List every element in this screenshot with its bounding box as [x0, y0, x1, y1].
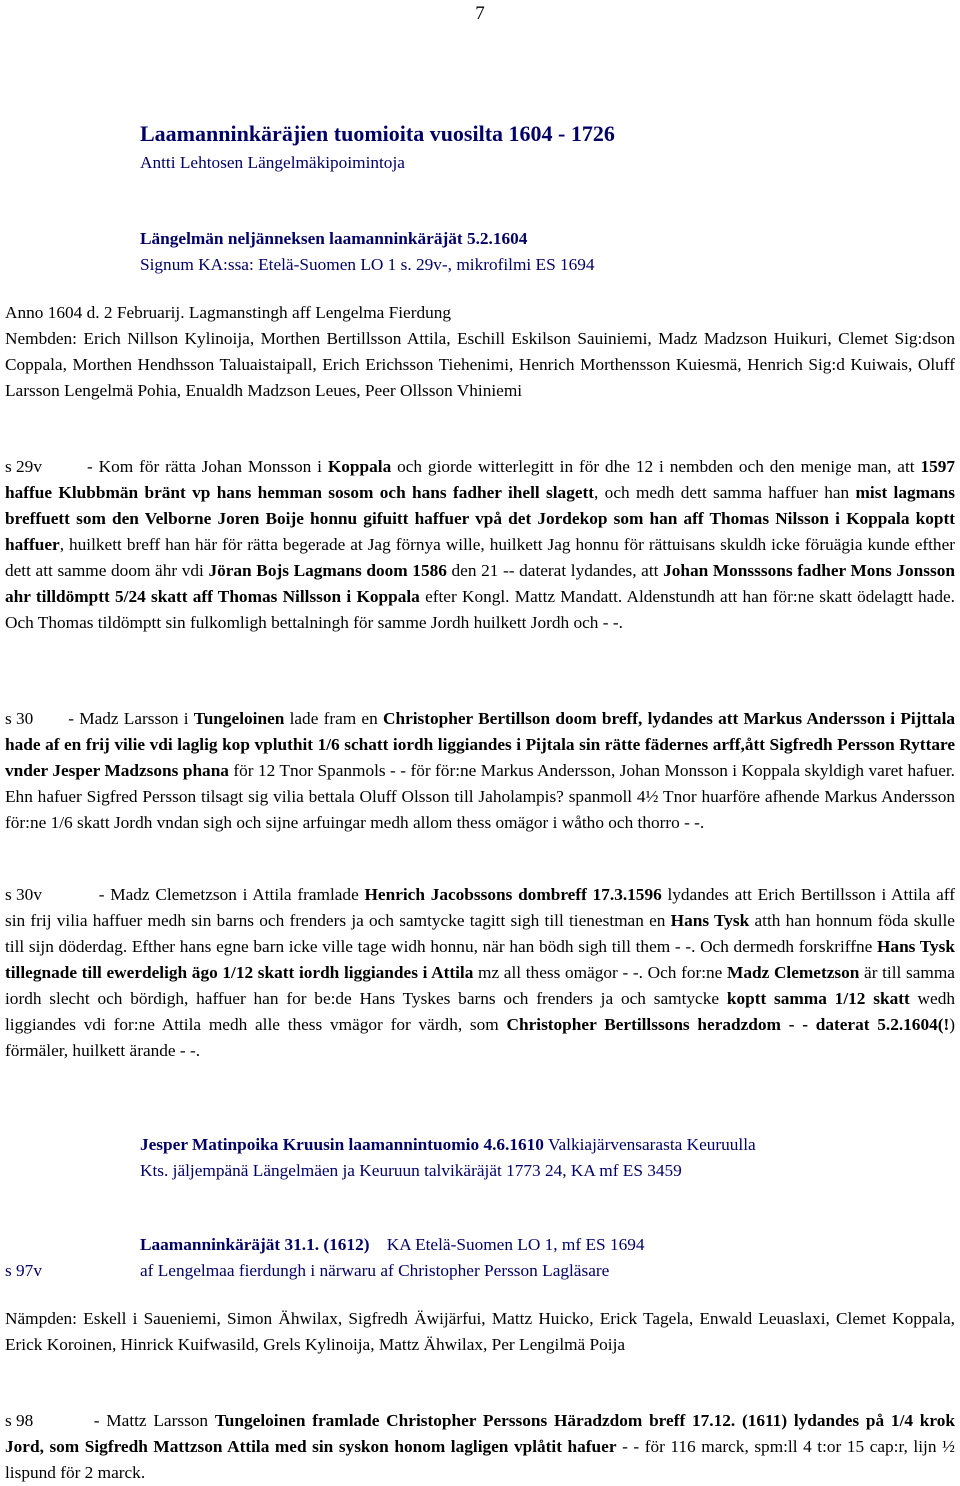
page-ref-label: s 30v [5, 885, 42, 904]
bold-run: 1597 haffue Klubbmän bränt vp hans hemman sosom och hans fadher ihell slagett [5, 457, 955, 502]
page-ref-label: s 97v [5, 1261, 42, 1280]
text-run: den 21 -- daterat lydandes, att [446, 561, 664, 580]
section-1612-line [5, 1258, 955, 1284]
text-run: lydandes att Erich Bertillsson i Attila aff sin frij vilia haffuer medh sin barns och frenders ja och samtycke tagitt sigh till tienestman en [5, 885, 955, 930]
bold-run: Jöran Bojs Lagmans doom 1586 [208, 561, 447, 580]
bold-run: Christopher Bertillssons heradzdom - - daterat 5.2.1604(! [506, 1015, 950, 1034]
section-heading-1604: Längelmän neljänneksen laamanninkäräjät 5.2.1604 [140, 229, 528, 248]
bold-run: mist lagmans breffuett som den Velborne Joren Boije honnu gifuitt haffuer vpå det Jordekop som han aff Thomas Nilsson i Koppala koptt haffuer [5, 483, 955, 554]
text-run: ) förmäler, huilkett ärande - -. [5, 1015, 955, 1060]
text-run: atth han honnum föda skulle till sijn döderdag. Efther hans egne barn icke ville tage widh honnu, när han bödh sigh till them - -. Och dermedh forskriffne [5, 911, 955, 956]
paragraph-s30v [5, 882, 955, 1064]
text-run: af Lengelmaa fierdungh i närwaru af Christopher Persson Lagläsare [140, 1261, 610, 1280]
text-run: KA Etelä-Suomen LO 1, mf ES 1694 [369, 1235, 645, 1254]
paragraph-s30 [5, 706, 955, 836]
text-run: för 12 Tnor Spanmols - - för för:ne Markus Andersson, Johan Monsson i Koppala skyldigh varet hafuer. Ehn hafuer Sigfred Persson tilsagt sig vilia bettala Oluff Olsson till Jaholampis? spanmoll 4½ Tnor huarföre afhende Markus Andersson för:ne 1/6 skatt Jordh vndan sigh och sijne arfuingar medh allom thess omägor i wåtho och thorro - -. [5, 761, 955, 832]
text-run: är till samma iordh slecht och bördigh, haffuer han for be:de Hans Tyskes barns och frenders ja och samtycke [5, 963, 955, 1008]
section-heading-1612 [140, 1232, 645, 1258]
bold-run: Jesper Matinpoika Kruusin laamannintuomio 4.6.1610 [140, 1135, 544, 1154]
text-run: lade fram en [284, 709, 383, 728]
bold-run: Tungeloinen [193, 709, 285, 728]
bold-run: Henrich Jacobssons dombreff 17.3.1596 [364, 885, 662, 904]
document-subtitle: Antti Lehtosen Längelmäkipoimintoja [140, 153, 405, 172]
text-run: och giorde witterlegitt in för dhe 12 i nembden och den menige man, att [391, 457, 921, 476]
text-run: Valkiajärvensarasta Keuruulla [543, 1135, 756, 1154]
page-ref-label: s 98 [5, 1411, 34, 1430]
signum-line: Signum KA:ssa: Etelä-Suomen LO 1 s. 29v-, mikrofilmi ES 1694 [140, 255, 595, 274]
paragraph-s29v [5, 454, 955, 636]
text-run: wedh liggiandes vdi for:ne Attila medh alle thess vmägor for värdh, som [5, 989, 955, 1034]
text-run: - - för 116 marck, spm:ll 4 t:or 15 cap:r, lijn ½ lispund för 2 marck. [5, 1437, 955, 1482]
anno-line: Anno 1604 d. 2 Februarij. Lagmanstingh aff Lengelma Fierdung [5, 303, 452, 322]
text-run: - Madz Clemetzson i Attila framlade [93, 885, 365, 904]
text-run: - Kom för rätta Johan Monsson i [87, 457, 328, 476]
page-ref-label: s 30 [5, 709, 34, 728]
text-run: - Madz Larsson i [63, 709, 194, 728]
section-1610-reference: Kts. jäljempänä Längelmäen ja Keuruun talvikäräjät 1773 24, KA mf ES 3459 [140, 1161, 682, 1180]
text-run: efter Kongl. Mattz Mandatt. Aldenstundh att han för:ne skatt ödelagtt hade. Och Thomas tildömptt sin fulkomligh bettalningh för samme Jordh huilkett Jordh och - -. [5, 587, 955, 632]
text-run: , huilkett breff han här för rätta begerade at Jag förnya wille, huilkett Jag honnu för rättuisans skuldh icke föruägia kunde efther dett att samme doom ähr vdi [5, 535, 955, 580]
nembden-paragraph: Nembden: Erich Nillson Kylinoija, Morthen Bertillsson Attila, Eschill Eskilson Sauiniemi, Madz Madzson Huikuri, Clemet Sig:dson Coppala, Morthen Hendhsson Taluaistaipall, Erich Erichsson Tiehenimi, Henrich Morthensson Kuiesmä, Henrich Sig:d Kuiwais, Oluff Larsson Lengelmä Pohia, Enualdh Madzson Leues, Peer Ollsson Vhiniemi [5, 329, 955, 400]
nampden-paragraph: Nämpden: Eskell i Saueniemi, Simon Ähwilax, Sigfredh Äwijärfui, Mattz Huicko, Erick Tagela, Enwald Leuaslaxi, Clemet Koppala, Erick Koroinen, Hinrick Kuifwasild, Grels Kylinoija, Mattz Ähwilax, Per Lengilmä Poija [5, 1309, 955, 1354]
text-run: mz all thess omägor - -. Och for:ne [473, 963, 728, 982]
bold-run: koptt samma 1/12 skatt [726, 989, 910, 1008]
document-title: Laamanninkäräjien tuomioita vuosilta 1604 - 1726 [140, 121, 615, 146]
bold-run: Madz Clemetzson [727, 963, 860, 982]
text-run: - Mattz Larsson [87, 1411, 215, 1430]
section-heading-1610 [140, 1132, 756, 1158]
bold-run: Koppala [327, 457, 392, 476]
page-ref-label: s 29v [5, 457, 42, 476]
bold-run: Laamanninkäräjät 31.1. (1612) [140, 1235, 370, 1254]
bold-run: Johan Monsssons fadher Mons Jonsson ahr tilldömptt 5/24 skatt aff Thomas Nillsson i Koppala [5, 561, 955, 606]
bold-run: Hans Tysk [670, 911, 750, 930]
paragraph-s98 [5, 1408, 955, 1486]
page-number: 7 [475, 3, 485, 24]
text-run: , och medh dett samma haffuer han [594, 483, 856, 502]
bold-run: Christopher Bertillson doom breff, lydandes att Markus Andersson i Pijttala hade af en frij vilie vdi laglig kop vpluthit 1/6 schatt iordh liggiandes i Pijtala sin rätte fädernes arff,ått Sigfredh Persson Ryttare vnder Jesper Madzsons phana [5, 709, 956, 780]
bold-run: Hans Tysk tillegnade till ewerdeligh ägo 1/12 skatt iordh liggiandes i Attila [5, 937, 955, 982]
bold-run: Tungeloinen framlade Christopher Perssons Häradzdom breff 17.12. (1611) lydandes på 1/4 krok Jord, som Sigfredh Mattzson Attila med sin syskon honom lagligen vplåtit hafuer [5, 1411, 956, 1456]
